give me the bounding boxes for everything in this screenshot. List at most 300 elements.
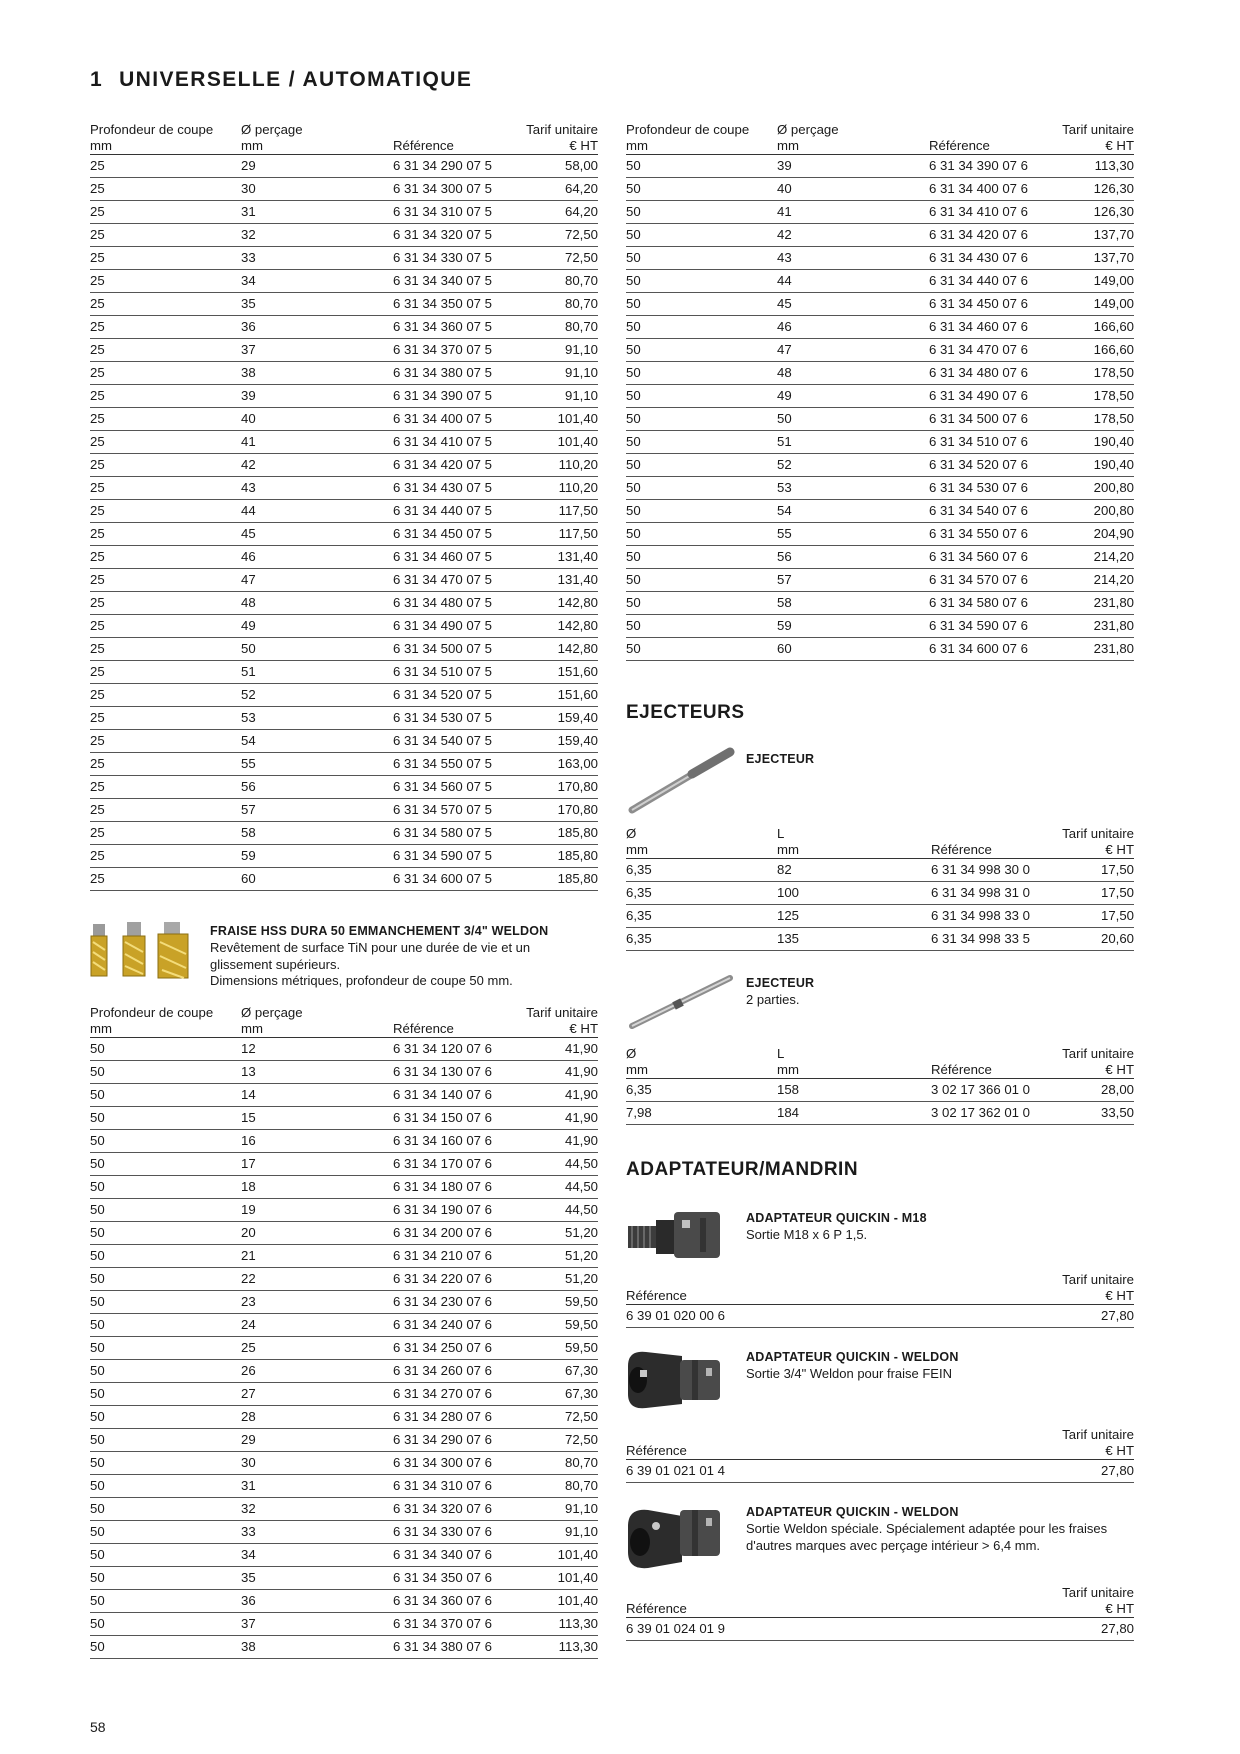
table-row <box>626 569 1134 592</box>
price-cell: 72,50 <box>564 227 598 242</box>
depth-cell: 50 <box>626 181 641 196</box>
diameter-cell: 45 <box>777 296 792 311</box>
depth-cell: 25 <box>90 457 105 472</box>
reference-cell: 6 31 34 590 07 5 <box>393 848 492 863</box>
diameter-cell: 43 <box>777 250 792 265</box>
diameter-cell: 40 <box>241 411 256 426</box>
price-cell: 44,50 <box>564 1179 598 1194</box>
reference-cell: 6 31 34 120 07 6 <box>393 1041 492 1056</box>
price-cell: 185,80 <box>557 871 598 886</box>
price-cell: 91,10 <box>564 1501 598 1516</box>
depth-cell: 50 <box>90 1639 105 1654</box>
adaptateur-2-name: ADAPTATEUR QUICKIN - WELDON <box>746 1350 959 1364</box>
table-row <box>90 1613 598 1636</box>
depth-cell: 50 <box>626 549 641 564</box>
header-depth-unit: mm <box>90 138 112 153</box>
price-cell: 59,50 <box>564 1340 598 1355</box>
price-cell: 142,80 <box>557 595 598 610</box>
price-cell: 101,40 <box>557 1570 598 1585</box>
price-cell: 231,80 <box>1093 641 1134 656</box>
depth-cell: 50 <box>90 1225 105 1240</box>
diameter-cell: 34 <box>241 1547 256 1562</box>
header-length: L <box>777 1046 785 1061</box>
table-row <box>626 1305 1134 1328</box>
price-cell: 27,80 <box>1100 1308 1134 1323</box>
table-row <box>90 1521 598 1544</box>
table-row <box>90 1337 598 1360</box>
table-row <box>90 316 598 339</box>
depth-cell: 6,35 <box>626 862 652 877</box>
table-row <box>90 1383 598 1406</box>
reference-cell: 6 31 34 310 07 5 <box>393 204 492 219</box>
ejecteur-1-name: EJECTEUR <box>746 752 815 766</box>
reference-cell: 6 31 34 998 31 0 <box>931 885 1030 900</box>
depth-cell: 50 <box>90 1593 105 1608</box>
reference-cell: 6 31 34 480 07 5 <box>393 595 492 610</box>
depth-cell: 25 <box>90 273 105 288</box>
depth-cell: 50 <box>626 572 641 587</box>
depth-cell: 50 <box>90 1363 105 1378</box>
diameter-cell: 58 <box>777 595 792 610</box>
depth-cell: 25 <box>90 618 105 633</box>
table-row <box>90 1360 598 1383</box>
table-row <box>90 523 598 546</box>
table-header <box>626 120 1134 155</box>
reference-cell: 6 31 34 380 07 5 <box>393 365 492 380</box>
page-number: 58 <box>90 1719 106 1735</box>
diameter-cell: 48 <box>241 595 256 610</box>
header-reference: Référence <box>393 1021 454 1036</box>
depth-cell: 50 <box>90 1179 105 1194</box>
table-row <box>90 247 598 270</box>
table-row <box>626 362 1134 385</box>
table-row <box>90 1268 598 1291</box>
diameter-cell: 55 <box>777 526 792 541</box>
page-title: 1 UNIVERSELLE / AUTOMATIQUE <box>90 68 473 91</box>
depth-cell: 50 <box>626 250 641 265</box>
header-price-unit: € HT <box>1105 1443 1134 1458</box>
diameter-cell: 58 <box>241 825 256 840</box>
depth-cell: 50 <box>90 1501 105 1516</box>
depth-cell: 50 <box>90 1409 105 1424</box>
reference-cell: 6 31 34 330 07 6 <box>393 1524 492 1539</box>
price-cell: 200,80 <box>1093 503 1134 518</box>
table-body <box>626 1079 1134 1125</box>
depth-cell: 50 <box>626 319 641 334</box>
diameter-cell: 135 <box>777 931 800 946</box>
diameter-cell: 36 <box>241 1593 256 1608</box>
ejecteurs-heading: EJECTEURS <box>626 702 745 723</box>
depth-cell: 50 <box>90 1455 105 1470</box>
reference-cell: 6 31 34 998 30 0 <box>931 862 1030 877</box>
header-diameter-unit: mm <box>241 138 263 153</box>
diameter-cell: 27 <box>241 1386 256 1401</box>
reference-cell: 6 31 34 510 07 6 <box>929 434 1028 449</box>
diameter-cell: 42 <box>777 227 792 242</box>
price-cell: 41,90 <box>564 1064 598 1079</box>
reference-cell: 6 31 34 470 07 6 <box>929 342 1028 357</box>
reference-cell: 6 31 34 540 07 5 <box>393 733 492 748</box>
table-row <box>90 270 598 293</box>
reference-cell: 6 31 34 340 07 6 <box>393 1547 492 1562</box>
table-row <box>90 868 598 891</box>
price-cell: 51,20 <box>564 1248 598 1263</box>
price-cell: 20,60 <box>1100 931 1134 946</box>
depth-cell: 50 <box>626 503 641 518</box>
table-row <box>626 408 1134 431</box>
price-cell: 142,80 <box>557 641 598 656</box>
price-cell: 113,30 <box>558 1639 598 1654</box>
table-row <box>90 822 598 845</box>
depth-cell: 50 <box>90 1087 105 1102</box>
price-cell: 117,50 <box>558 526 598 541</box>
table-row <box>90 707 598 730</box>
depth-cell: 25 <box>90 825 105 840</box>
price-cell: 190,40 <box>1093 457 1134 472</box>
reference-cell: 6 31 34 260 07 6 <box>393 1363 492 1378</box>
reference-cell: 6 31 34 320 07 6 <box>393 1501 492 1516</box>
price-cell: 131,40 <box>557 549 598 564</box>
diameter-cell: 50 <box>777 411 792 426</box>
diameter-cell: 38 <box>241 1639 256 1654</box>
reference-cell: 6 31 34 150 07 6 <box>393 1110 492 1125</box>
depth-cell: 25 <box>90 526 105 541</box>
reference-cell: 6 31 34 250 07 6 <box>393 1340 492 1355</box>
price-cell: 80,70 <box>564 296 598 311</box>
diameter-cell: 16 <box>241 1133 256 1148</box>
reference-cell: 6 31 34 280 07 6 <box>393 1409 492 1424</box>
ejecteur-1-table <box>626 824 1134 951</box>
ejecteur-2-name: EJECTEUR <box>746 976 815 990</box>
price-cell: 113,30 <box>1094 158 1134 173</box>
reference-cell: 6 31 34 370 07 6 <box>393 1616 492 1631</box>
header-price: Tarif unitaire <box>1062 1272 1134 1287</box>
reference-cell: 6 39 01 021 01 4 <box>626 1463 725 1478</box>
diameter-cell: 43 <box>241 480 256 495</box>
reference-cell: 6 31 34 320 07 5 <box>393 227 492 242</box>
price-cell: 72,50 <box>564 1409 598 1424</box>
header-price-unit: € HT <box>1105 138 1134 153</box>
table-row <box>626 1102 1134 1125</box>
diameter-cell: 57 <box>777 572 792 587</box>
ejecteur-2-table <box>626 1044 1134 1125</box>
price-cell: 64,20 <box>564 181 598 196</box>
price-cell: 159,40 <box>557 710 598 725</box>
table-row <box>90 799 598 822</box>
depth-cell: 50 <box>626 457 641 472</box>
depth-cell: 25 <box>90 204 105 219</box>
price-cell: 80,70 <box>564 319 598 334</box>
depth-cell: 50 <box>626 641 641 656</box>
table-row <box>626 905 1134 928</box>
reference-cell: 6 31 34 560 07 6 <box>929 549 1028 564</box>
table-row <box>626 1460 1134 1483</box>
depth-cell: 6,35 <box>626 1082 652 1097</box>
price-cell: 17,50 <box>1100 908 1134 923</box>
table-row <box>90 1222 598 1245</box>
diameter-cell: 41 <box>241 434 256 449</box>
table-row <box>90 1107 598 1130</box>
diameter-cell: 26 <box>241 1363 256 1378</box>
depth-cell: 50 <box>626 204 641 219</box>
table-row <box>626 270 1134 293</box>
diameter-cell: 25 <box>241 1340 256 1355</box>
price-cell: 137,70 <box>1093 227 1134 242</box>
depth-cell: 50 <box>626 595 641 610</box>
table-body <box>90 1038 598 1659</box>
depth-cell: 25 <box>90 296 105 311</box>
header-reference: Référence <box>393 138 454 153</box>
diameter-cell: 34 <box>241 273 256 288</box>
diameter-cell: 100 <box>777 885 800 900</box>
diameter-cell: 32 <box>241 227 256 242</box>
depth-cell: 50 <box>626 365 641 380</box>
adaptateur-2-table <box>626 1425 1134 1483</box>
reference-cell: 6 31 34 410 07 5 <box>393 434 492 449</box>
diameter-cell: 33 <box>241 250 256 265</box>
diameter-cell: 45 <box>241 526 256 541</box>
depth-cell: 50 <box>90 1478 105 1493</box>
adaptateur-1-table <box>626 1270 1134 1328</box>
diameter-cell: 42 <box>241 457 256 472</box>
price-cell: 91,10 <box>564 365 598 380</box>
depth-cell: 25 <box>90 480 105 495</box>
price-cell: 151,60 <box>557 664 598 679</box>
price-cell: 204,90 <box>1093 526 1134 541</box>
price-cell: 80,70 <box>564 1455 598 1470</box>
table-row <box>626 316 1134 339</box>
diameter-cell: 54 <box>777 503 792 518</box>
depth-cell: 50 <box>626 618 641 633</box>
reference-cell: 6 31 34 570 07 5 <box>393 802 492 817</box>
reference-cell: 6 31 34 600 07 6 <box>929 641 1028 656</box>
diameter-cell: 59 <box>241 848 256 863</box>
depth-cell: 25 <box>90 595 105 610</box>
table-header <box>626 824 1134 859</box>
price-cell: 44,50 <box>564 1156 598 1171</box>
diameter-cell: 53 <box>777 480 792 495</box>
depth-cell: 25 <box>90 871 105 886</box>
diameter-cell: 31 <box>241 204 256 219</box>
table-row <box>626 339 1134 362</box>
table-row <box>90 1429 598 1452</box>
depth-cell: 50 <box>90 1156 105 1171</box>
diameter-cell: 41 <box>777 204 792 219</box>
table-header <box>626 1583 1134 1618</box>
header-diameter: Ø perçage <box>777 122 839 137</box>
reference-cell: 6 31 34 390 07 6 <box>929 158 1028 173</box>
reference-cell: 6 31 34 460 07 5 <box>393 549 492 564</box>
header-price-unit: € HT <box>1105 1062 1134 1077</box>
table-row <box>90 293 598 316</box>
diameter-cell: 39 <box>241 388 256 403</box>
price-cell: 170,80 <box>557 802 598 817</box>
price-cell: 166,60 <box>1093 342 1134 357</box>
depth-cell: 25 <box>90 503 105 518</box>
table-row <box>626 523 1134 546</box>
price-cell: 41,90 <box>564 1133 598 1148</box>
diameter-cell: 46 <box>241 549 256 564</box>
reference-cell: 6 31 34 530 07 5 <box>393 710 492 725</box>
adaptateur-2-desc: Sortie 3/4" Weldon pour fraise FEIN <box>746 1366 952 1381</box>
table-row <box>90 155 598 178</box>
reference-cell: 6 31 34 290 07 5 <box>393 158 492 173</box>
header-reference: Référence <box>929 138 990 153</box>
table-row <box>90 684 598 707</box>
price-cell: 170,80 <box>557 779 598 794</box>
table-row <box>626 615 1134 638</box>
reference-cell: 6 31 34 550 07 5 <box>393 756 492 771</box>
diameter-cell: 125 <box>777 908 800 923</box>
diameter-cell: 15 <box>241 1110 256 1125</box>
diameter-cell: 49 <box>777 388 792 403</box>
diameter-cell: 184 <box>777 1105 800 1120</box>
depth-cell: 25 <box>90 802 105 817</box>
reference-cell: 6 31 34 430 07 6 <box>929 250 1028 265</box>
fraise-price-table <box>90 1003 598 1659</box>
diameter-cell: 50 <box>241 641 256 656</box>
price-cell: 231,80 <box>1093 595 1134 610</box>
price-cell: 126,30 <box>1093 181 1134 196</box>
table-row <box>90 500 598 523</box>
depth-cell: 25 <box>90 250 105 265</box>
table-row <box>626 859 1134 882</box>
reference-cell: 6 31 34 480 07 6 <box>929 365 1028 380</box>
depth-cell: 25 <box>90 227 105 242</box>
right-price-table <box>626 120 1134 661</box>
table-row <box>626 431 1134 454</box>
price-cell: 142,80 <box>557 618 598 633</box>
table-row <box>626 638 1134 661</box>
reference-cell: 6 31 34 450 07 5 <box>393 526 492 541</box>
reference-cell: 6 31 34 180 07 6 <box>393 1179 492 1194</box>
depth-cell: 50 <box>626 342 641 357</box>
table-row <box>626 178 1134 201</box>
reference-cell: 6 31 34 400 07 5 <box>393 411 492 426</box>
depth-cell: 25 <box>90 779 105 794</box>
reference-cell: 6 31 34 300 07 5 <box>393 181 492 196</box>
table-row <box>90 1245 598 1268</box>
header-diameter: Ø perçage <box>241 1005 303 1020</box>
table-row <box>90 1291 598 1314</box>
depth-cell: 25 <box>90 572 105 587</box>
header-diameter: Ø perçage <box>241 122 303 137</box>
price-cell: 117,50 <box>558 503 598 518</box>
header-price: Tarif unitaire <box>1062 826 1134 841</box>
depth-cell: 25 <box>90 733 105 748</box>
diameter-cell: 82 <box>777 862 792 877</box>
price-cell: 72,50 <box>564 250 598 265</box>
header-price: Tarif unitaire <box>1062 1427 1134 1442</box>
reference-cell: 6 31 34 530 07 6 <box>929 480 1028 495</box>
price-cell: 72,50 <box>564 1432 598 1447</box>
reference-cell: 6 31 34 430 07 5 <box>393 480 492 495</box>
table-row <box>90 408 598 431</box>
reference-cell: 6 31 34 440 07 5 <box>393 503 492 518</box>
diameter-cell: 12 <box>241 1041 256 1056</box>
price-cell: 178,50 <box>1093 388 1134 403</box>
depth-cell: 25 <box>90 158 105 173</box>
table-row <box>90 1475 598 1498</box>
depth-cell: 6,35 <box>626 885 652 900</box>
reference-cell: 6 31 34 590 07 6 <box>929 618 1028 633</box>
reference-cell: 6 31 34 580 07 5 <box>393 825 492 840</box>
diameter-cell: 47 <box>777 342 792 357</box>
adaptateur-1-desc: Sortie M18 x 6 P 1,5. <box>746 1227 868 1242</box>
table-row <box>90 1636 598 1659</box>
table-row <box>90 730 598 753</box>
header-depth: Profondeur de coupe <box>90 122 214 137</box>
depth-cell: 50 <box>626 526 641 541</box>
price-cell: 27,80 <box>1100 1621 1134 1636</box>
reference-cell: 6 31 34 998 33 0 <box>931 908 1030 923</box>
quickin-m18-adapter-image <box>626 1204 726 1266</box>
diameter-cell: 56 <box>241 779 256 794</box>
reference-cell: 6 31 34 300 07 6 <box>393 1455 492 1470</box>
table-row <box>626 155 1134 178</box>
header-length-unit: mm <box>777 1062 799 1077</box>
table-row <box>90 1084 598 1107</box>
price-cell: 101,40 <box>557 434 598 449</box>
header-diameter-unit: mm <box>626 1062 648 1077</box>
price-cell: 185,80 <box>557 825 598 840</box>
depth-cell: 25 <box>90 411 105 426</box>
diameter-cell: 52 <box>777 457 792 472</box>
reference-cell: 6 31 34 130 07 6 <box>393 1064 492 1079</box>
depth-cell: 25 <box>90 710 105 725</box>
depth-cell: 50 <box>90 1340 105 1355</box>
reference-cell: 6 31 34 520 07 6 <box>929 457 1028 472</box>
reference-cell: 3 02 17 366 01 0 <box>931 1082 1030 1097</box>
header-length-unit: mm <box>777 842 799 857</box>
diameter-cell: 38 <box>241 365 256 380</box>
header-reference: Référence <box>626 1288 687 1303</box>
adaptateur-1-name: ADAPTATEUR QUICKIN - M18 <box>746 1211 927 1225</box>
table-header <box>626 1425 1134 1460</box>
adaptateur-3-table <box>626 1583 1134 1641</box>
reference-cell: 6 31 34 350 07 6 <box>393 1570 492 1585</box>
table-row <box>90 845 598 868</box>
price-cell: 17,50 <box>1100 885 1134 900</box>
fraise-desc-line2: Dimensions métriques, profondeur de coupe 50 mm. <box>210 973 513 988</box>
reference-cell: 6 31 34 410 07 6 <box>929 204 1028 219</box>
depth-cell: 50 <box>626 388 641 403</box>
header-price-unit: € HT <box>1105 1288 1134 1303</box>
depth-cell: 50 <box>90 1432 105 1447</box>
header-price: Tarif unitaire <box>526 1005 598 1020</box>
price-cell: 80,70 <box>564 1478 598 1493</box>
header-diameter: Ø <box>626 1046 637 1061</box>
price-cell: 214,20 <box>1093 572 1134 587</box>
table-row <box>626 247 1134 270</box>
price-cell: 200,80 <box>1093 480 1134 495</box>
reference-cell: 6 31 34 450 07 6 <box>929 296 1028 311</box>
reference-cell: 6 31 34 310 07 6 <box>393 1478 492 1493</box>
diameter-cell: 53 <box>241 710 256 725</box>
reference-cell: 6 31 34 190 07 6 <box>393 1202 492 1217</box>
adaptateur-heading: ADAPTATEUR/MANDRIN <box>626 1159 859 1180</box>
header-price-unit: € HT <box>1105 842 1134 857</box>
reference-cell: 6 31 34 470 07 5 <box>393 572 492 587</box>
fraise-name: FRAISE HSS DURA 50 EMMANCHEMENT 3/4" WELDON <box>210 924 549 938</box>
header-price: Tarif unitaire <box>1062 1585 1134 1600</box>
diameter-cell: 29 <box>241 158 256 173</box>
table-row <box>90 1038 598 1061</box>
reference-cell: 6 31 34 330 07 5 <box>393 250 492 265</box>
depth-cell: 25 <box>90 342 105 357</box>
depth-cell: 50 <box>626 296 641 311</box>
diameter-cell: 36 <box>241 319 256 334</box>
